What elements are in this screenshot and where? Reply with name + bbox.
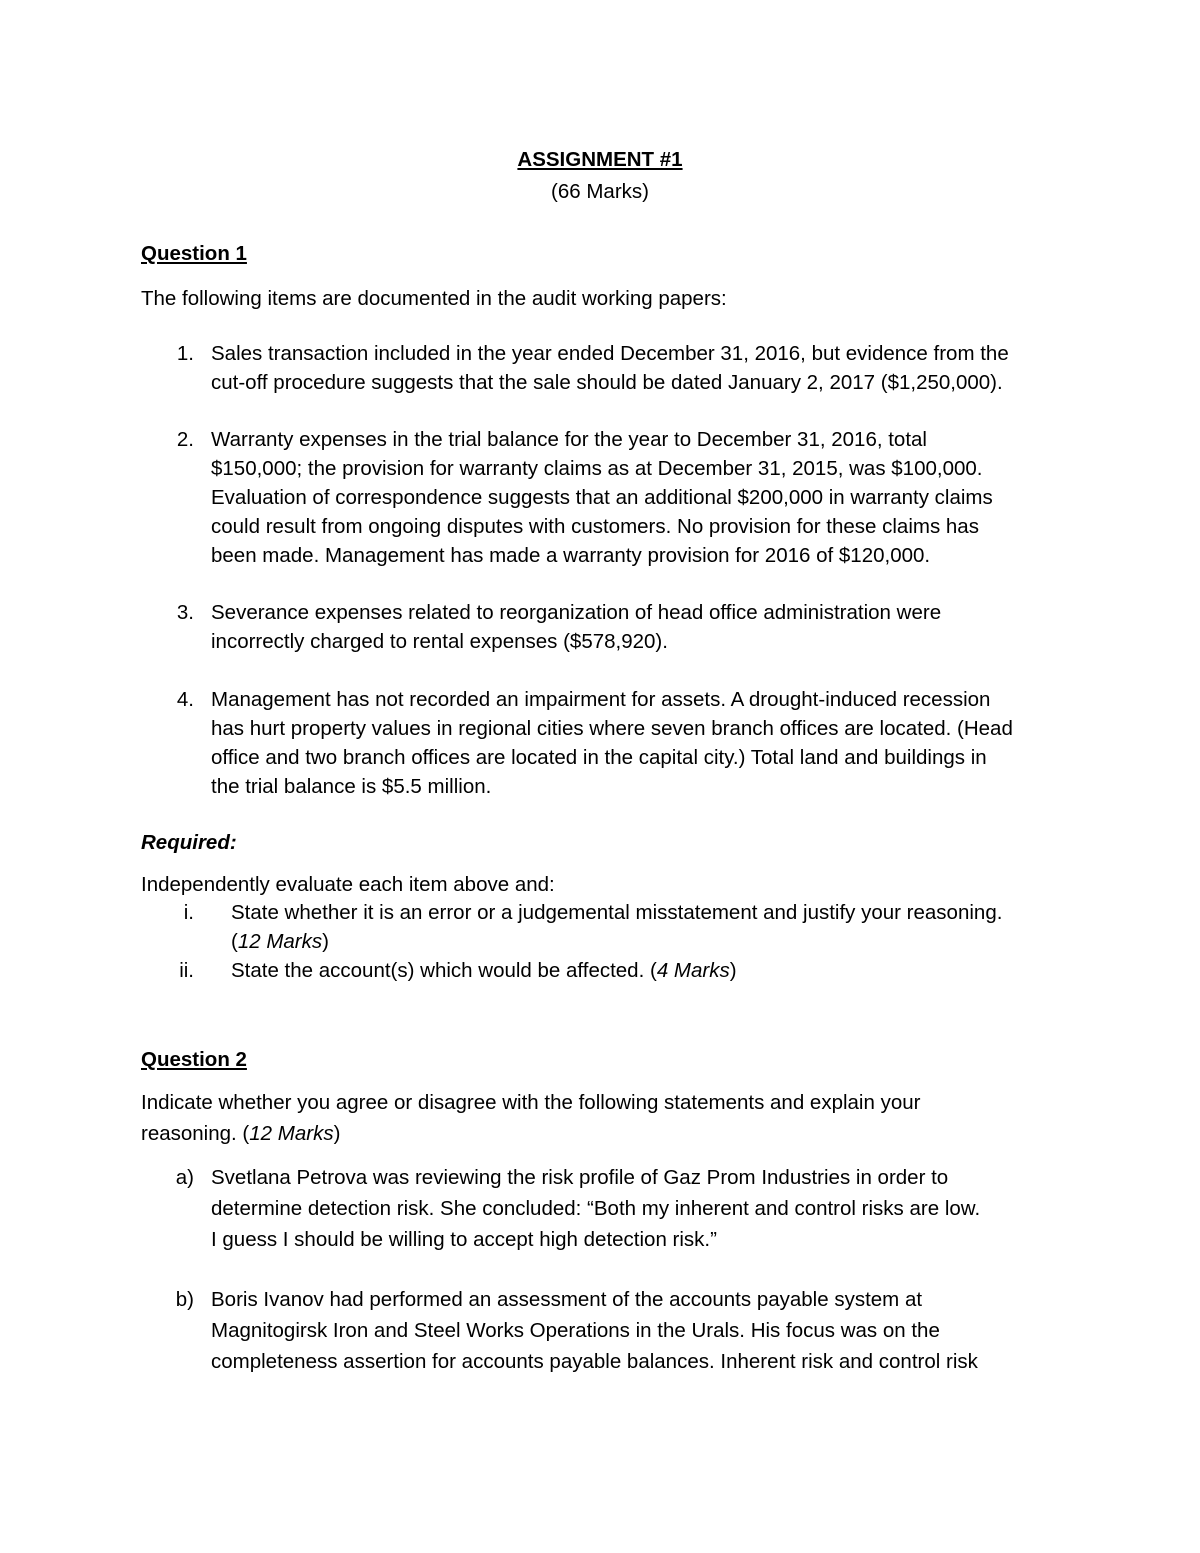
task-text: State whether it is an error or a judgemental misstatement and justify your reasoning. — [231, 901, 1003, 924]
list-item-line: $150,000; the provision for warranty claims as at December 31, 2015, was $100,000. — [211, 457, 983, 480]
list-item-line: Management has not recorded an impairment for assets. A drought-induced recession — [211, 688, 991, 711]
list-item-marker: 4. — [176, 688, 194, 711]
list-item-line: Evaluation of correspondence suggests that an additional $200,000 in warranty claims — [211, 486, 993, 509]
question-1-heading: Question 1 — [141, 242, 247, 265]
list-item-line: I guess I should be willing to accept high detection risk.” — [211, 1228, 717, 1251]
marks-close: ) — [322, 930, 329, 953]
intro-text: reasoning. ( — [141, 1122, 250, 1145]
task-marker: ii. — [179, 959, 194, 982]
total-marks: (66 Marks) — [551, 180, 649, 203]
required-intro: Independently evaluate each item above and: — [141, 873, 555, 896]
question-1-intro: The following items are documented in the audit working papers: — [141, 287, 727, 310]
task-text: State the account(s) which would be affected. ( — [231, 959, 657, 982]
list-item-marker: 1. — [176, 342, 194, 365]
task-text-line — [231, 957, 737, 985]
required-label: Required: — [141, 831, 237, 854]
question-2-intro-line — [141, 1120, 340, 1148]
list-item-marker: a) — [175, 1166, 194, 1189]
task-marker: i. — [183, 901, 194, 924]
list-item-line: Svetlana Petrova was reviewing the risk profile of Gaz Prom Industries in order to — [211, 1166, 949, 1189]
list-item-line: Warranty expenses in the trial balance for the year to December 31, 2016, total — [211, 428, 927, 451]
list-item-marker: b) — [175, 1288, 194, 1311]
list-item-line: Boris Ivanov had performed an assessment of the accounts payable system at — [211, 1288, 923, 1311]
list-item-line: Sales transaction included in the year ended December 31, 2016, but evidence from the — [211, 342, 1009, 365]
list-item-line: the trial balance is $5.5 million. — [211, 775, 492, 798]
list-item-line: completeness assertion for accounts payable balances. Inherent risk and control risk — [211, 1350, 978, 1373]
question-2-intro-line: Indicate whether you agree or disagree with the following statements and explain your — [141, 1091, 921, 1114]
list-item-line: been made. Management has made a warranty provision for 2016 of $120,000. — [211, 544, 931, 567]
question-2-heading: Question 2 — [141, 1048, 247, 1071]
marks-value: 4 Marks — [656, 959, 730, 982]
list-item-line: determine detection risk. She concluded: “Both my inherent and control risks are low. — [211, 1197, 981, 1220]
list-item-line: office and two branch offices are located in the capital city.) Total land and buildings in — [211, 746, 987, 769]
list-item-line: Magnitogirsk Iron and Steel Works Operations in the Urals. His focus was on the — [211, 1319, 940, 1342]
list-item-marker: 2. — [176, 428, 194, 451]
assignment-title: ASSIGNMENT #1 — [517, 148, 683, 171]
marks-value: 12 Marks — [237, 930, 323, 953]
marks-close: ) — [729, 959, 737, 982]
marks-close: ) — [333, 1122, 341, 1145]
list-item-line: incorrectly charged to rental expenses ($578,920). — [211, 630, 668, 653]
marks-open: ( — [231, 930, 238, 953]
task-marks — [231, 928, 329, 956]
list-item-line: cut-off procedure suggests that the sale should be dated January 2, 2017 ($1,250,000). — [211, 371, 1003, 394]
marks-value: 12 Marks — [249, 1122, 334, 1145]
list-item-line: could result from ongoing disputes with customers. No provision for these claims has — [211, 515, 979, 538]
list-item-line: has hurt property values in regional cities where seven branch offices are located. (Head — [211, 717, 1013, 740]
list-item-marker: 3. — [176, 601, 194, 624]
list-item-line: Severance expenses related to reorganization of head office administration were — [211, 601, 942, 624]
